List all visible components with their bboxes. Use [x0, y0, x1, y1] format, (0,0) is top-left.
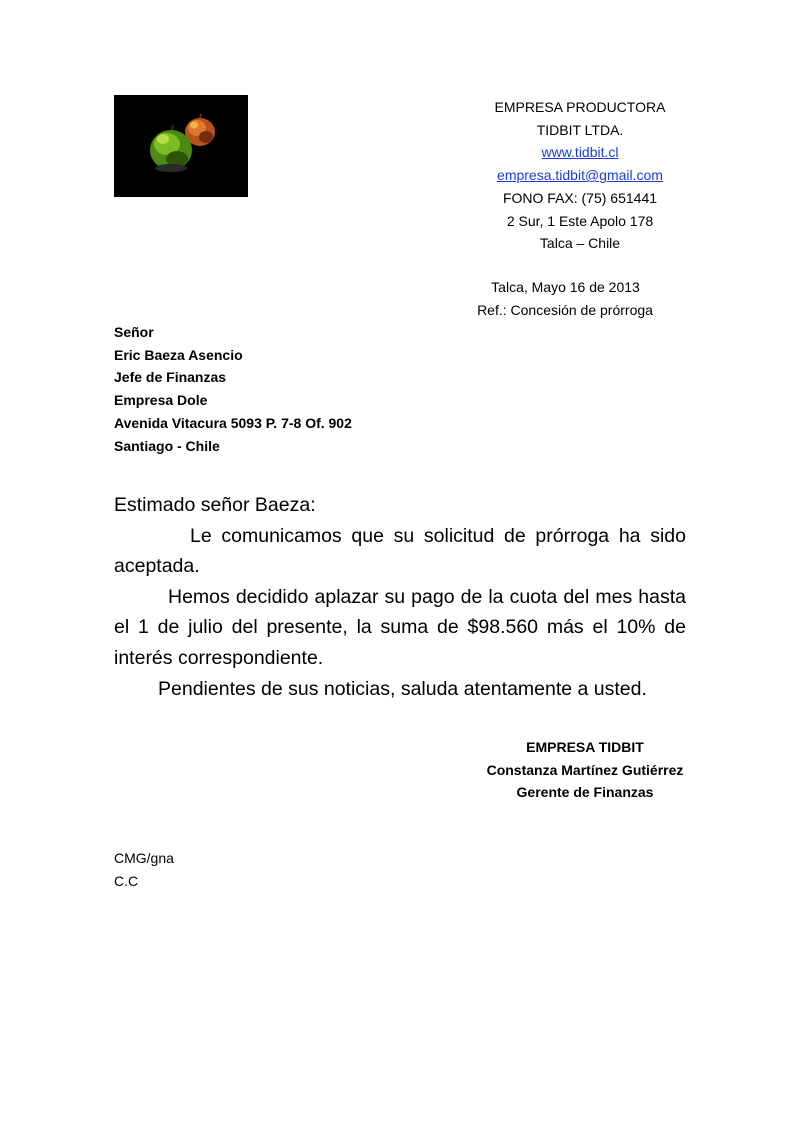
recipient-name: Eric Baeza Asencio — [114, 346, 243, 363]
company-city: Talca – Chile — [539, 235, 621, 252]
carbon-copy: C.C — [114, 872, 139, 889]
footer-notes — [114, 847, 174, 892]
website-link[interactable]: www.tidbit.cl — [541, 144, 619, 161]
body-paragraph-1: Le comunicamos que su solicitud de prórroga ha sido aceptada. — [114, 524, 686, 578]
greeting: Estimado señor Baeza: — [114, 494, 316, 516]
letterhead — [470, 96, 690, 255]
recipient-position: Jefe de Finanzas — [114, 369, 227, 386]
reference-line: Ref.: Concesión de prórroga — [477, 301, 653, 318]
company-address: 2 Sur, 1 Este Apolo 178 — [506, 212, 654, 229]
recipient-city: Santiago - Chile — [114, 437, 220, 454]
apples-logo — [114, 95, 248, 197]
recipient-address: Avenida Vitacura 5093 P. 7-8 Of. 902 — [114, 414, 352, 431]
letter-date: Talca, Mayo 16 de 2013 — [491, 279, 640, 295]
recipient-company: Empresa Dole — [114, 392, 208, 409]
phone-fax: FONO FAX: (75) 651441 — [502, 189, 658, 206]
date-block — [440, 276, 690, 321]
signature-title: Gerente de Finanzas — [516, 784, 654, 801]
recipient-salutation: Señor — [114, 324, 154, 340]
company-name-line1: EMPRESA PRODUCTORA — [494, 99, 666, 115]
body-paragraph-2: Hemos decidido aplazar su pago de la cuota del mes hasta el 1 de julio del presente, la suma de $98.560 más el 10% de interés correspondiente. — [114, 585, 686, 669]
signature-name: Constanza Martínez Gutiérrez — [486, 761, 684, 778]
signature-block — [470, 736, 700, 804]
apples-icon — [114, 95, 248, 197]
body-paragraph-3: Pendientes de sus noticias, saluda atentamente a usted. — [158, 677, 647, 700]
signature-company: EMPRESA TIDBIT — [526, 739, 644, 755]
recipient-block — [114, 321, 352, 457]
letter-body — [114, 490, 686, 704]
email-link[interactable]: empresa.tidbit@gmail.com — [497, 167, 663, 184]
company-name-line2: TIDBIT LTDA. — [536, 121, 624, 138]
initials: CMG/gna — [114, 850, 174, 866]
